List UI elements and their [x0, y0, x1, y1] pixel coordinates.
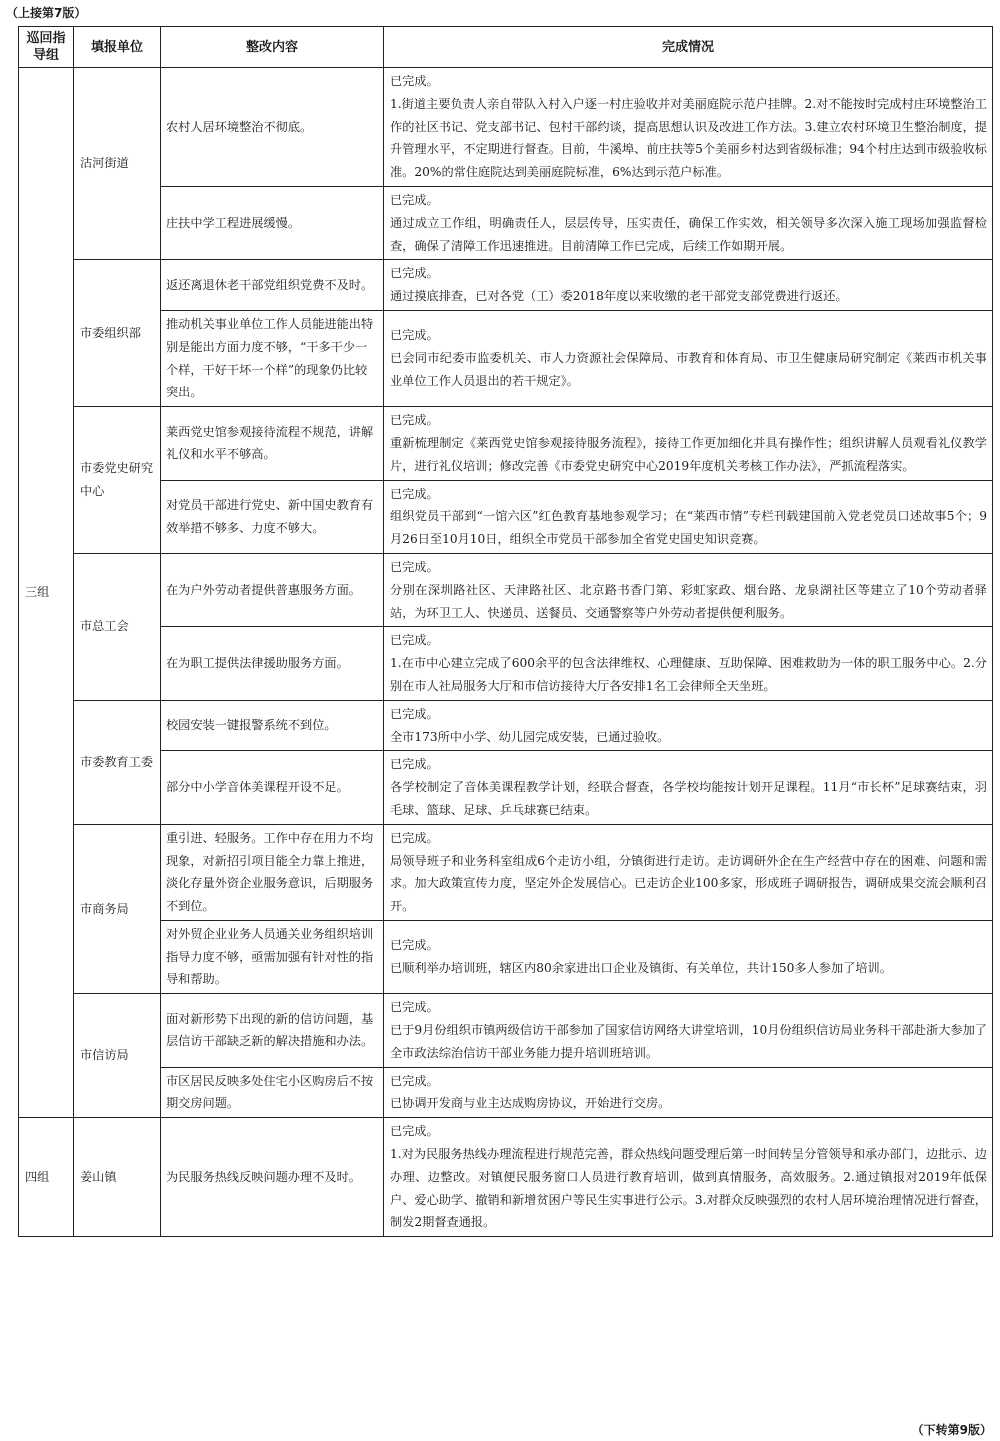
table-row — [19, 68, 993, 187]
table-row — [19, 751, 993, 824]
result-status: 已完成。 — [390, 1073, 439, 1088]
issue-cell: 重引进、轻服务。工作中存在用力不均现象，对新招引项目能全力靠上推进，淡化存量外资企业服务意识，后期服务不到位。 — [161, 824, 384, 920]
result-detail: 通过摸底排查，已对各党（工）委2018年度以来收缴的老干部党支部党费进行返还。 — [390, 289, 848, 304]
group-cell: 三组 — [19, 68, 74, 1118]
result-status: 已完成。 — [390, 706, 439, 721]
result-status: 已完成。 — [390, 559, 439, 574]
unit-cell: 市委组织部 — [74, 260, 161, 407]
result-cell — [384, 186, 993, 259]
issue-cell: 为民服务热线反映问题办理不及时。 — [161, 1118, 384, 1237]
result-cell — [384, 407, 993, 480]
result-cell — [384, 751, 993, 824]
result-cell — [384, 1067, 993, 1118]
result-cell — [384, 260, 993, 311]
issue-cell: 对外贸企业业务人员通关业务组织培训指导力度不够，亟需加强有针对性的指导和帮助。 — [161, 920, 384, 993]
result-status: 已完成。 — [390, 1124, 439, 1139]
rectification-table — [18, 26, 993, 1237]
result-cell — [384, 920, 993, 993]
table-row — [19, 824, 993, 920]
table-row — [19, 407, 993, 480]
header-unit: 填报单位 — [74, 27, 161, 68]
unit-cell: 市委教育工委 — [74, 700, 161, 824]
table-row — [19, 260, 993, 311]
unit-cell: 市委党史研究中心 — [74, 407, 161, 554]
result-detail: 全市173所中小学、幼儿园完成安装，已通过验收。 — [390, 729, 670, 744]
result-status: 已完成。 — [390, 266, 439, 281]
result-status: 已完成。 — [390, 633, 439, 648]
header-result: 完成情况 — [384, 27, 993, 68]
issue-cell: 在为户外劳动者提供普惠服务方面。 — [161, 553, 384, 626]
table-row — [19, 310, 993, 406]
issue-cell: 返还离退休老干部党组织党费不及时。 — [161, 260, 384, 311]
result-detail: 已会同市纪委市监委机关、市人力资源社会保障局、市教育和体育局、市卫生健康局研究制定《莱西市机关事业单位工作人员退出的若干规定》。 — [390, 351, 987, 388]
result-detail: 1.对为民服务热线办理流程进行规范完善，群众热线问题受理后第一时间转呈分管领导和承办部门，边批示、边办理、边整改。对镇便民服务窗口人员进行教育培训，做到真情服务，高效服务。2.通过镇报对2019年低保户、爱心助学、撤销和新增贫困户等民生实事进行公示。3.对群众反映强烈的农村人居环境治理情况进行督查，制发2期督查通报。 — [390, 1147, 987, 1230]
table-row — [19, 700, 993, 751]
issue-cell: 庄扶中学工程进展缓慢。 — [161, 186, 384, 259]
group-cell: 四组 — [19, 1118, 74, 1237]
result-status: 已完成。 — [390, 486, 439, 501]
result-cell — [384, 310, 993, 406]
result-detail: 通过成立工作组，明确责任人，层层传导，压实责任，确保工作实效，相关领导多次深入施工现场加强监督检查，确保了清障工作迅速推进。目前清障工作已完成，后续工作如期开展。 — [390, 215, 987, 253]
result-detail: 已顺利举办培训班，辖区内80余家进出口企业及镇街、有关单位，共计150多人参加了培训。 — [390, 961, 892, 976]
continued-to-note: （下转第9版） — [911, 1423, 992, 1437]
result-detail: 已协调开发商与业主达成购房协议，开始进行交房。 — [390, 1096, 671, 1111]
issue-cell: 市区居民反映多处住宅小区购房后不按期交房问题。 — [161, 1067, 384, 1118]
result-cell — [384, 994, 993, 1067]
result-cell — [384, 553, 993, 626]
unit-cell: 市商务局 — [74, 824, 161, 994]
unit-cell: 沽河街道 — [74, 68, 161, 260]
header-group: 巡回指导组 — [19, 27, 74, 68]
continued-from-note: （上接第7版） — [6, 6, 87, 20]
issue-cell: 校园安装一键报警系统不到位。 — [161, 700, 384, 751]
result-detail: 1.在市中心建立完成了600余平的包含法律维权、心理健康、互助保障、困难救助为一体的职工服务中心。2.分别在市人社局服务大厅和市信访接待大厅各安排1名工会律师全天坐班。 — [390, 656, 987, 693]
unit-cell: 市总工会 — [74, 553, 161, 700]
result-cell — [384, 824, 993, 920]
result-status: 已完成。 — [390, 413, 439, 428]
issue-cell: 推动机关事业单位工作人员能进能出特别是能出方面力度不够，“干多干少一个样，干好干坏一个样”的现象仍比较突出。 — [161, 310, 384, 406]
table-row — [19, 1118, 993, 1237]
result-status: 已完成。 — [390, 830, 439, 845]
table-row — [19, 186, 993, 259]
result-status: 已完成。 — [390, 938, 439, 953]
result-status: 已完成。 — [390, 757, 439, 772]
result-cell — [384, 627, 993, 700]
result-detail: 组织党员干部到“一馆六区”红色教育基地参观学习；在“莱西市情”专栏刊载建国前入党老党员口述故事5个；9月26日至10月10日，组织全市党员干部参加全省党史国史知识竞赛。 — [390, 509, 987, 547]
issue-cell: 部分中小学音体美课程开设不足。 — [161, 751, 384, 824]
table-row — [19, 553, 993, 626]
issue-cell: 莱西党史馆参观接待流程不规范，讲解礼仪和水平不够高。 — [161, 407, 384, 480]
issue-cell: 在为职工提供法律援助服务方面。 — [161, 627, 384, 700]
issue-cell: 面对新形势下出现的新的信访问题，基层信访干部缺乏新的解决措施和办法。 — [161, 994, 384, 1067]
result-detail: 分别在深圳路社区、天津路社区、北京路书香门第、彩虹家政、烟台路、龙泉湖社区等建立了10个劳动者驿站，为环卫工人、快递员、送餐员、交通警察等户外劳动者提供便利服务。 — [390, 582, 987, 620]
unit-cell: 市信访局 — [74, 994, 161, 1118]
result-detail: 局领导班子和业务科室组成6个走访小组，分镇街进行走访。走访调研外企在生产经营中存在的困难、问题和需求。加大政策宣传力度，坚定外企发展信心。已走访企业100多家，形成班子调研报告，调研成果交流会顺利召开。 — [390, 853, 987, 914]
result-cell — [384, 700, 993, 751]
table-row — [19, 1067, 993, 1118]
table-row — [19, 994, 993, 1067]
result-cell — [384, 480, 993, 553]
result-detail: 1.街道主要负责人亲自带队入村入户逐一村庄验收并对美丽庭院示范户挂牌。2.对不能按时完成村庄环境整治工作的社区书记、党支部书记、包村干部约谈，提高思想认识及改进工作方法。3.建立农村环境卫生整治制度，提升管理水平，不定期进行督查。目前，牛溪埠、前庄扶等5个美丽乡村达到省级标准；94个村庄达到市级验收标准。20%的常住庭院达到美丽庭院标准，6%达到示范户标准。 — [390, 96, 987, 180]
header-issue: 整改内容 — [161, 27, 384, 68]
result-detail: 各学校制定了音体美课程教学计划，经联合督查，各学校均能按计划开足课程。11月“市长杯”足球赛结束，羽毛球、篮球、足球、乒乓球赛已结束。 — [390, 780, 987, 817]
unit-cell: 姜山镇 — [74, 1118, 161, 1237]
result-detail: 已于9月份组织市镇两级信访干部参加了国家信访网络大讲堂培训，10月份组织信访局业务科干部赴浙大参加了全市政法综治信访干部业务能力提升培训班培训。 — [390, 1023, 987, 1060]
result-status: 已完成。 — [390, 1000, 439, 1015]
result-status: 已完成。 — [390, 328, 439, 343]
issue-cell: 农村人居环境整治不彻底。 — [161, 68, 384, 187]
table-row — [19, 920, 993, 993]
result-cell — [384, 1118, 993, 1237]
table-row — [19, 627, 993, 700]
issue-cell: 对党员干部进行党史、新中国史教育有效举措不够多、力度不够大。 — [161, 480, 384, 553]
table-header-row — [19, 27, 993, 68]
result-status: 已完成。 — [390, 192, 439, 207]
result-detail: 重新梳理制定《莱西党史馆参观接待服务流程》，接待工作更加细化并具有操作性；组织讲解人员观看礼仪教学片，进行礼仪培训；修改完善《市委党史研究中心2019年度机关考核工作办法》，严抓流程落实。 — [390, 435, 987, 473]
result-status: 已完成。 — [390, 74, 439, 88]
result-cell — [384, 68, 993, 187]
table-row — [19, 480, 993, 553]
